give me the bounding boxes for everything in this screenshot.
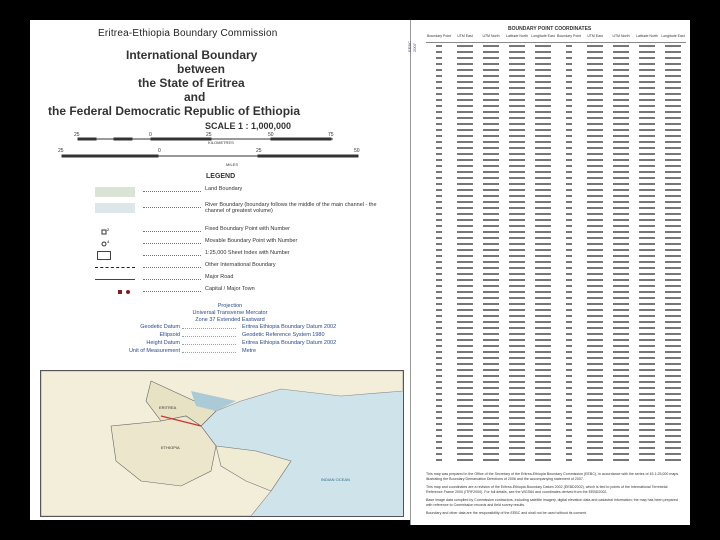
eritrea-label: ERITREA xyxy=(159,405,177,410)
km-tick: 0 xyxy=(149,132,152,138)
title-line: the Federal Democratic Republic of Ethiopia xyxy=(48,104,301,118)
svg-text:2: 2 xyxy=(107,227,110,232)
projection-value: Eritrea Ethiopia Boundary Datum 2002 xyxy=(242,324,337,330)
legend-item xyxy=(65,249,395,261)
movable-point-icon xyxy=(101,239,113,247)
title-line: the State of Eritrea xyxy=(138,76,245,90)
map-title xyxy=(48,48,402,118)
projection-value: Eritrea Ethiopia Boundary Datum 2002 xyxy=(242,340,337,346)
legend-label: Other International Boundary xyxy=(205,262,276,268)
legend-item xyxy=(65,261,395,273)
legend-item xyxy=(65,225,395,237)
projection-title: Projection xyxy=(217,303,243,309)
mile-tick: 0 xyxy=(158,148,161,154)
title-line: between xyxy=(177,62,226,76)
title-line: International Boundary xyxy=(126,48,258,62)
column-header: Latitude North xyxy=(636,34,658,38)
coordinates-table xyxy=(426,34,686,463)
legend-item xyxy=(65,185,395,197)
projection-row xyxy=(70,332,390,340)
column-header: UTM North xyxy=(482,34,500,38)
column-header: Boundary Point xyxy=(557,34,581,38)
ethiopia-label: ETHIOPIA xyxy=(161,445,180,450)
column-header: UTM East xyxy=(457,34,473,38)
legend-label: Movable Boundary Point with Number xyxy=(205,238,298,244)
title-line: and xyxy=(184,90,206,104)
legend-item xyxy=(65,285,395,297)
commission-header: Eritrea-Ethiopia Boundary Commission xyxy=(98,28,278,39)
km-tick: 25 xyxy=(206,132,212,138)
projection-value: Geodetic Reference System 1980 xyxy=(242,332,325,338)
projection-key: Height Datum xyxy=(146,340,180,346)
column-header: Boundary Point xyxy=(427,34,451,38)
table-row xyxy=(426,457,686,463)
scale-bar xyxy=(58,130,368,170)
mile-tick: 25 xyxy=(256,148,262,154)
column-header: UTM East xyxy=(587,34,603,38)
projection-value: Metre xyxy=(242,348,257,354)
ocean-label: INDIAN OCEAN xyxy=(321,477,350,482)
sheet-index-icon xyxy=(97,251,111,260)
projection-key: Unit of Measurement xyxy=(128,348,180,354)
table-header xyxy=(426,34,686,43)
note-paragraph: Base image data compiled by Commission contractors, including satellite imagery, digital elevation data and cadastral information; the map has been prepared with reference to Commission records and field survey results. xyxy=(426,498,678,507)
notes-block xyxy=(426,472,684,519)
legend-label: 1:25,000 Sheet Index with Number xyxy=(205,250,290,256)
legend-title: LEGEND xyxy=(206,173,236,180)
legend-label: Fixed Boundary Point with Number xyxy=(205,226,290,232)
projection-key: Ellipsoid xyxy=(159,332,180,338)
projection-line: Universal Transverse Mercator xyxy=(192,310,268,316)
land-boundary-swatch xyxy=(95,187,135,197)
projection-line: Zone 37 Extended Eastward xyxy=(195,317,265,323)
legend-item xyxy=(65,273,395,285)
projection-row xyxy=(70,324,390,332)
mile-tick: 25 xyxy=(58,148,64,154)
other-boundary-line xyxy=(95,267,135,268)
note-paragraph: This map was prepared in the Office of the Secretary of the Eritrea-Ethiopia Boundary Commission (EEBC), in accordance with the series of 45 1:25,000 maps illustrating the Boundary Demarcation Directions of 2006 and the accompanying statement of 2007. xyxy=(426,472,679,481)
column-header: UTM North xyxy=(612,34,630,38)
fixed-point-icon xyxy=(101,227,113,235)
km-tick: 75 xyxy=(328,132,334,138)
projection-row xyxy=(70,348,390,356)
km-unit: KILOMETRES xyxy=(208,140,234,145)
legend-label: Land Boundary xyxy=(205,186,243,192)
column-header: Latitude North xyxy=(506,34,528,38)
inset-location-map xyxy=(40,370,404,517)
table-title: BOUNDARY POINT COORDINATES xyxy=(508,26,592,32)
inset-map-graphic xyxy=(41,371,403,516)
major-road-line xyxy=(95,279,135,280)
legend-item xyxy=(65,201,395,223)
left-map-page xyxy=(30,20,410,520)
svg-text:4: 4 xyxy=(107,239,110,244)
projection-block xyxy=(70,303,390,356)
projection-key: Geodetic Datum xyxy=(140,324,180,330)
km-tick: 25 xyxy=(74,132,80,138)
km-tick: 50 xyxy=(268,132,274,138)
river-boundary-swatch xyxy=(95,203,135,213)
projection-row xyxy=(70,340,390,348)
legend-item xyxy=(65,237,395,249)
legend-label: Capital / Major Town xyxy=(205,286,255,292)
mile-tick: 50 xyxy=(354,148,360,154)
note-paragraph: This map and coordinates are a revision of the Eritrea-Ethiopia Boundary Datum 2002 (EEBD2002), which is tied to points of the International Terrestrial Reference Frame 2000 (ITRF2000). For full details, see the WGS84 and coordinates derived from the EEBD2002. xyxy=(426,485,668,494)
mile-unit: MILES xyxy=(226,162,239,167)
column-header: Longitude East xyxy=(531,34,555,38)
table-body xyxy=(426,43,686,463)
scale-label: SCALE 1 : 1,000,000 xyxy=(205,121,292,131)
column-header: Longitude East xyxy=(661,34,685,38)
side-label: EEBC 2007 xyxy=(407,41,417,52)
legend-label: Major Road xyxy=(205,274,234,280)
legend-label: River Boundary (boundary follows the middle of the main channel - the channel of greatest volume) xyxy=(205,202,377,214)
note-paragraph: Boundary and other data are the responsibility of the EEBC and shall not be used without its consent. xyxy=(426,511,588,515)
right-coordinates-page xyxy=(418,20,690,525)
capital-town-icon xyxy=(117,287,137,295)
